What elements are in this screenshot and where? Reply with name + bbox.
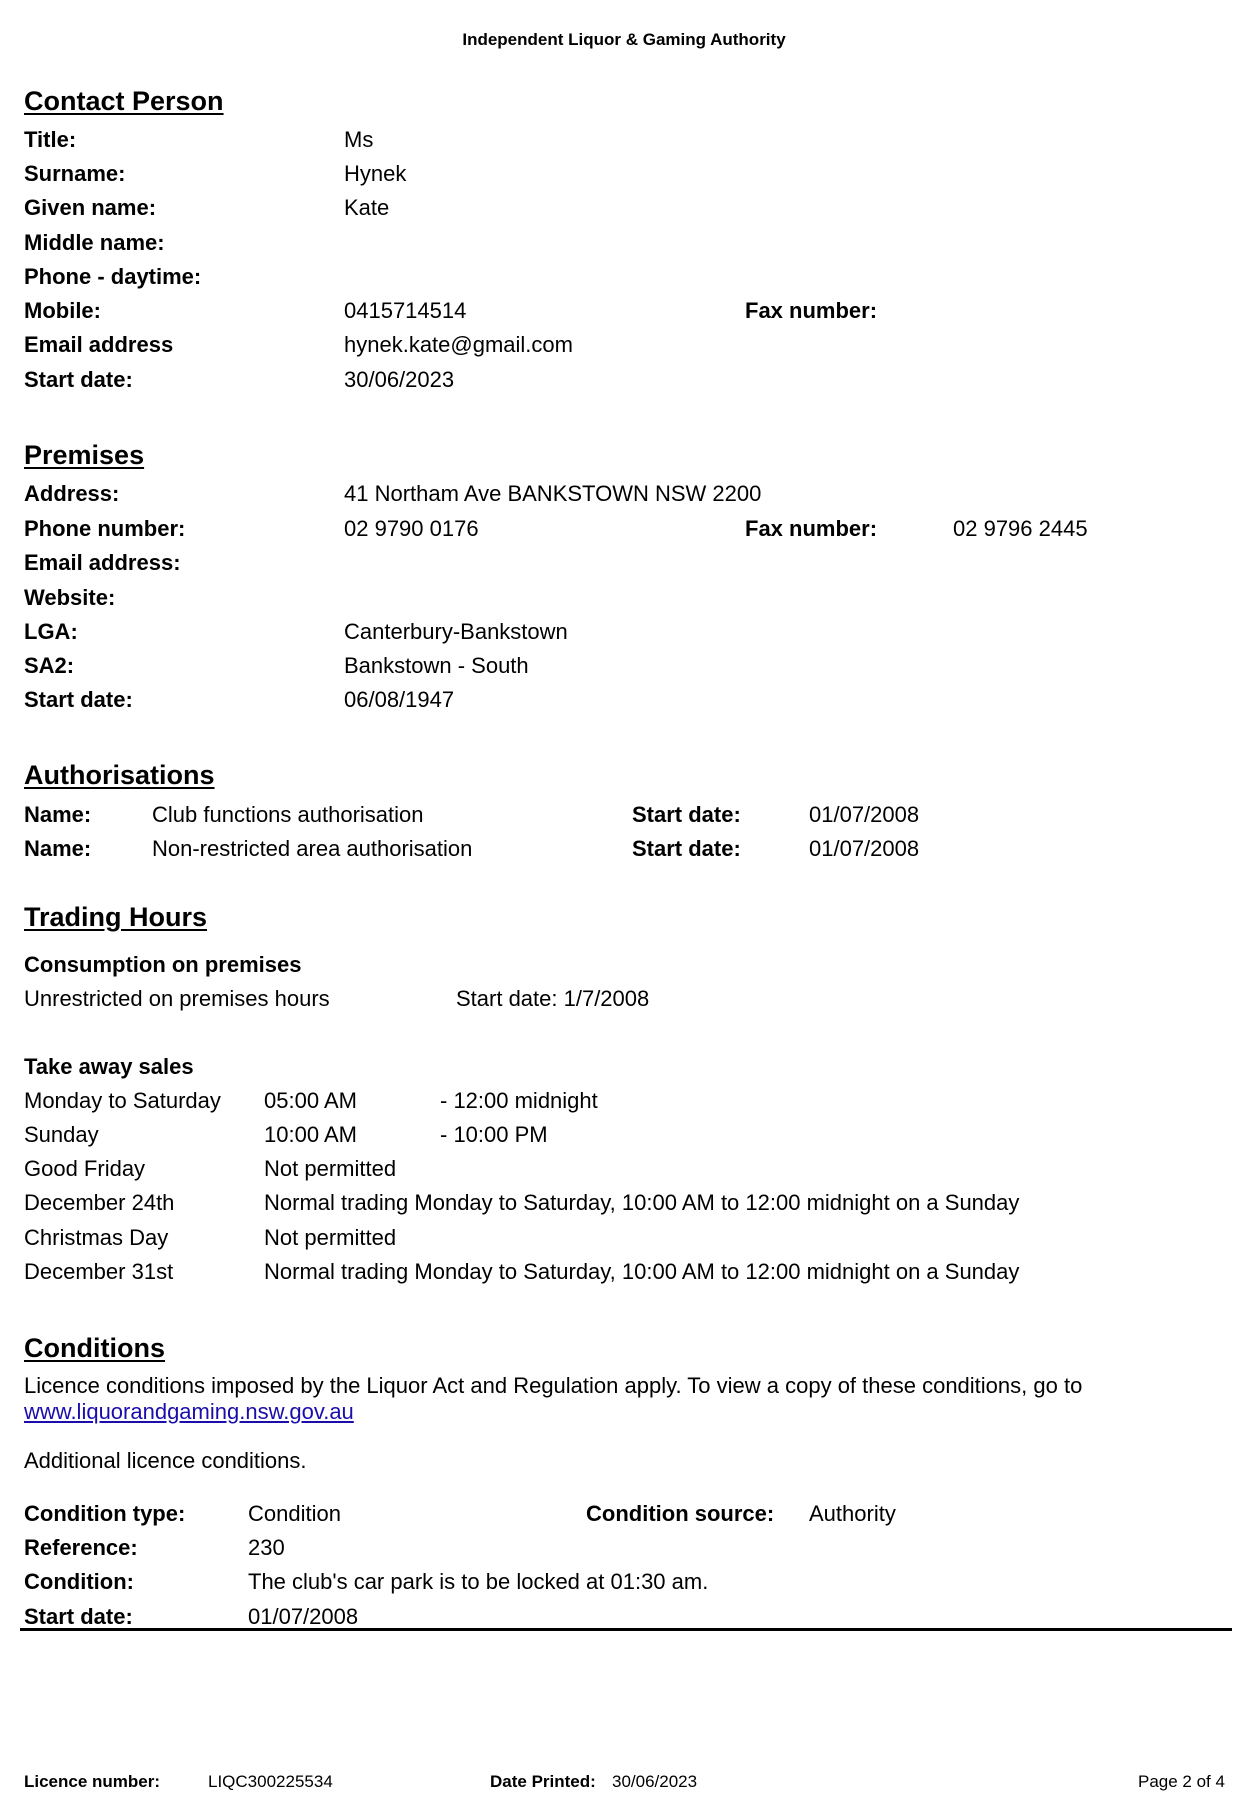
condition-value: The club's car park is to be locked at 01:30 am. bbox=[248, 1569, 709, 1594]
licence-number-value: LIQC300225534 bbox=[208, 1772, 333, 1791]
consumption-hours: Unrestricted on premises hours bbox=[24, 986, 330, 1011]
authorisation-start-date: 01/07/2008 bbox=[809, 836, 920, 861]
additional-conditions-text: Additional licence conditions. bbox=[24, 1448, 307, 1473]
contact-mobile-value: 0415714514 bbox=[344, 298, 467, 323]
conditions-intro bbox=[24, 1373, 1204, 1425]
authorisation-name: Club functions authorisation bbox=[152, 802, 424, 827]
contact-title-value: Ms bbox=[344, 127, 374, 152]
contact-surname-label: Surname: bbox=[24, 161, 126, 186]
consumption-start-date: Start date: 1/7/2008 bbox=[456, 986, 650, 1011]
contact-start-date-value: 30/06/2023 bbox=[344, 367, 455, 392]
section-divider bbox=[20, 1628, 1232, 1631]
condition-source-label: Condition source: bbox=[586, 1501, 775, 1526]
authority-header: Independent Liquor & Gaming Authority bbox=[462, 30, 786, 49]
date-printed-label: Date Printed: bbox=[490, 1772, 596, 1791]
premises-lga-label: LGA: bbox=[24, 619, 78, 644]
takeaway-day: Good Friday bbox=[24, 1156, 146, 1181]
condition-reference-label: Reference: bbox=[24, 1535, 138, 1560]
takeaway-day: Monday to Saturday bbox=[24, 1088, 221, 1113]
contact-surname-value: Hynek bbox=[344, 161, 407, 186]
conditions-intro-text: Licence conditions imposed by the Liquor Act and Regulation apply. To view a copy of these conditions, go to bbox=[24, 1373, 1083, 1398]
takeaway-from: Normal trading Monday to Saturday, 10:00 AM to 12:00 midnight on a Sunday bbox=[264, 1259, 1020, 1284]
conditions-heading: Conditions bbox=[24, 1333, 165, 1363]
authorisation-name-label: Name: bbox=[24, 802, 92, 827]
contact-title-label: Title: bbox=[24, 127, 77, 152]
premises-fax-label: Fax number: bbox=[745, 516, 878, 541]
takeaway-from: 05:00 AM bbox=[264, 1088, 357, 1113]
contact-start-date-label: Start date: bbox=[24, 367, 133, 392]
condition-label: Condition: bbox=[24, 1569, 134, 1594]
contact-fax-label: Fax number: bbox=[745, 298, 878, 323]
premises-phone-label: Phone number: bbox=[24, 516, 186, 541]
consumption-heading: Consumption on premises bbox=[24, 952, 302, 977]
premises-fax-value: 02 9796 2445 bbox=[953, 516, 1088, 541]
condition-start-date-value: 01/07/2008 bbox=[248, 1604, 359, 1629]
premises-address-label: Address: bbox=[24, 481, 120, 506]
takeaway-from: Normal trading Monday to Saturday, 10:00 AM to 12:00 midnight on a Sunday bbox=[264, 1190, 1020, 1215]
condition-reference-value: 230 bbox=[248, 1535, 285, 1560]
premises-heading: Premises bbox=[24, 440, 145, 470]
authorisation-name-label: Name: bbox=[24, 836, 92, 861]
takeaway-from: Not permitted bbox=[264, 1156, 397, 1181]
contact-email-label: Email address bbox=[24, 332, 174, 357]
trading-hours-heading: Trading Hours bbox=[24, 902, 208, 932]
condition-source-value: Authority bbox=[809, 1501, 896, 1526]
premises-start-date-value: 06/08/1947 bbox=[344, 687, 455, 712]
contact-phone-label: Phone - daytime: bbox=[24, 264, 202, 289]
contact-mobile-label: Mobile: bbox=[24, 298, 101, 323]
premises-website-label: Website: bbox=[24, 585, 116, 610]
condition-type-label: Condition type: bbox=[24, 1501, 186, 1526]
premises-address-value: 41 Northam Ave BANKSTOWN NSW 2200 bbox=[344, 481, 762, 506]
authorisation-name: Non-restricted area authorisation bbox=[152, 836, 473, 861]
takeaway-day: December 24th bbox=[24, 1190, 175, 1215]
premises-lga-value: Canterbury-Bankstown bbox=[344, 619, 568, 644]
liquor-gaming-link[interactable]: www.liquorandgaming.nsw.gov.au bbox=[24, 1399, 354, 1424]
condition-type-value: Condition bbox=[248, 1501, 341, 1526]
contact-middle-name-label: Middle name: bbox=[24, 230, 165, 255]
takeaway-to: - 10:00 PM bbox=[440, 1122, 548, 1147]
takeaway-day: Sunday bbox=[24, 1122, 99, 1147]
condition-start-date-label: Start date: bbox=[24, 1604, 133, 1629]
takeaway-from: Not permitted bbox=[264, 1225, 397, 1250]
takeaway-from: 10:00 AM bbox=[264, 1122, 357, 1147]
takeaway-day: December 31st bbox=[24, 1259, 174, 1284]
date-printed-value: 30/06/2023 bbox=[612, 1772, 698, 1791]
contact-given-name-label: Given name: bbox=[24, 195, 157, 220]
authorisations-heading: Authorisations bbox=[24, 760, 215, 790]
page-number: Page 2 of 4 bbox=[1138, 1772, 1225, 1791]
premises-phone-value: 02 9790 0176 bbox=[344, 516, 479, 541]
authorisation-start-label: Start date: bbox=[632, 836, 741, 861]
contact-person-heading: Contact Person bbox=[24, 86, 224, 116]
contact-given-name-value: Kate bbox=[344, 195, 390, 220]
takeaway-to: - 12:00 midnight bbox=[440, 1088, 598, 1113]
licence-number-label: Licence number: bbox=[24, 1772, 161, 1791]
takeaway-day: Christmas Day bbox=[24, 1225, 169, 1250]
authorisation-start-date: 01/07/2008 bbox=[809, 802, 920, 827]
authorisation-start-label: Start date: bbox=[632, 802, 741, 827]
premises-email-label: Email address: bbox=[24, 550, 181, 575]
premises-sa2-label: SA2: bbox=[24, 653, 75, 678]
premises-sa2-value: Bankstown - South bbox=[344, 653, 529, 678]
contact-email-value: hynek.kate@gmail.com bbox=[344, 332, 573, 357]
premises-start-date-label: Start date: bbox=[24, 687, 133, 712]
takeaway-heading: Take away sales bbox=[24, 1054, 194, 1079]
